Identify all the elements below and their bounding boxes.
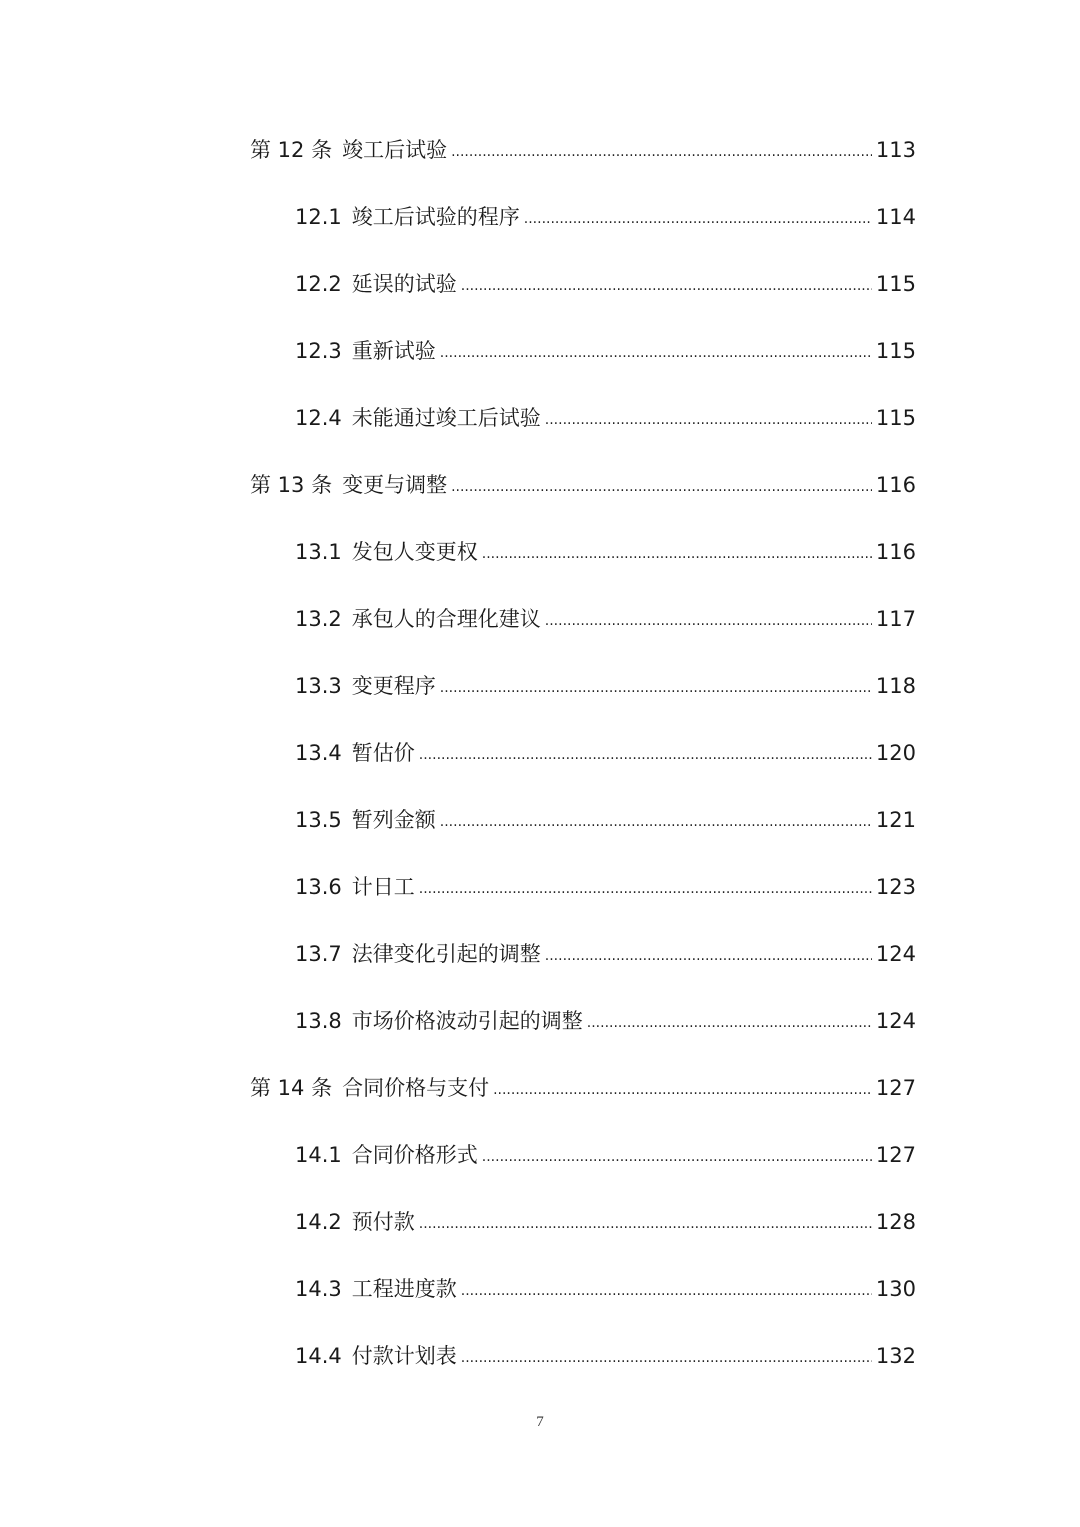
dot-leader bbox=[419, 866, 872, 912]
toc-entry-14-3[interactable] bbox=[250, 1266, 916, 1333]
dot-leader bbox=[545, 598, 872, 644]
toc-entry-page: 116 bbox=[875, 540, 916, 564]
toc-entry-title: 付款计划表 bbox=[351, 1344, 457, 1368]
dot-leader bbox=[461, 263, 872, 309]
toc-entry-13-5[interactable] bbox=[250, 797, 916, 864]
toc-entry-title: 未能通过竣工后试验 bbox=[351, 406, 541, 430]
toc-entry-page: 113 bbox=[875, 138, 916, 162]
toc-entry-13-8[interactable] bbox=[250, 998, 916, 1065]
toc-entry-number: 13.2 bbox=[295, 607, 342, 631]
dot-leader bbox=[545, 933, 872, 979]
toc-entry-number: 13.6 bbox=[295, 875, 342, 899]
toc-entry-title: 预付款 bbox=[351, 1210, 415, 1234]
dot-leader bbox=[451, 464, 872, 510]
toc-entry-page: 121 bbox=[875, 808, 916, 832]
toc-entry-chapter-14[interactable] bbox=[250, 1065, 916, 1132]
toc-entry-page: 124 bbox=[875, 942, 916, 966]
toc-entry-number: 14.4 bbox=[295, 1344, 342, 1368]
toc-entry-12-2[interactable] bbox=[250, 261, 916, 328]
toc-entry-page: 130 bbox=[875, 1277, 916, 1301]
toc-entry-title: 延误的试验 bbox=[351, 272, 457, 296]
toc-entry-number: 14.1 bbox=[295, 1143, 342, 1167]
toc-entry-number: 14.3 bbox=[295, 1277, 342, 1301]
dot-leader bbox=[461, 1268, 872, 1314]
dot-leader bbox=[587, 1000, 872, 1046]
toc-entry-13-4[interactable] bbox=[250, 730, 916, 797]
toc-entry-page: 115 bbox=[875, 406, 916, 430]
toc-entry-number: 第 13 条 bbox=[250, 473, 333, 497]
toc-entry-13-3[interactable] bbox=[250, 663, 916, 730]
toc-entry-13-7[interactable] bbox=[250, 931, 916, 998]
toc-entry-number: 12.3 bbox=[295, 339, 342, 363]
toc-entry-12-1[interactable] bbox=[250, 194, 916, 261]
toc-entry-number: 12.1 bbox=[295, 205, 342, 229]
dot-leader bbox=[482, 1134, 872, 1180]
dot-leader bbox=[493, 1067, 872, 1113]
dot-leader bbox=[524, 196, 872, 242]
toc-entry-title: 合同价格与支付 bbox=[342, 1076, 490, 1100]
toc-entry-chapter-13[interactable] bbox=[250, 462, 916, 529]
toc-entry-title: 竣工后试验的程序 bbox=[351, 205, 520, 229]
toc-entry-number: 12.2 bbox=[295, 272, 342, 296]
toc-entry-12-4[interactable] bbox=[250, 395, 916, 462]
toc-entry-number: 12.4 bbox=[295, 406, 342, 430]
page-number: 7 bbox=[536, 1414, 544, 1430]
toc-entry-14-1[interactable] bbox=[250, 1132, 916, 1199]
toc-entry-page: 127 bbox=[875, 1076, 916, 1100]
toc-entry-title: 重新试验 bbox=[351, 339, 436, 363]
toc-entry-title: 计日工 bbox=[351, 875, 415, 899]
toc-entry-page: 124 bbox=[875, 1009, 916, 1033]
toc-entry-title: 发包人变更权 bbox=[351, 540, 478, 564]
dot-leader bbox=[451, 129, 872, 175]
toc-entry-number: 第 14 条 bbox=[250, 1076, 333, 1100]
dot-leader bbox=[482, 531, 872, 577]
toc-entry-page: 120 bbox=[875, 741, 916, 765]
toc-entry-number: 第 12 条 bbox=[250, 138, 333, 162]
toc-entry-page: 132 bbox=[875, 1344, 916, 1368]
toc-entry-page: 127 bbox=[875, 1143, 916, 1167]
toc-entry-14-4[interactable] bbox=[250, 1333, 916, 1400]
toc-entry-number: 13.7 bbox=[295, 942, 342, 966]
toc-entry-page: 116 bbox=[875, 473, 916, 497]
toc-entry-title: 合同价格形式 bbox=[351, 1143, 478, 1167]
dot-leader bbox=[419, 732, 872, 778]
toc-entry-title: 工程进度款 bbox=[351, 1277, 457, 1301]
dot-leader bbox=[419, 1201, 872, 1247]
toc-entry-title: 竣工后试验 bbox=[342, 138, 448, 162]
toc-entry-page: 115 bbox=[875, 339, 916, 363]
toc-entry-title: 暂列金额 bbox=[351, 808, 436, 832]
toc-entry-14-2[interactable] bbox=[250, 1199, 916, 1266]
toc-entry-page: 128 bbox=[875, 1210, 916, 1234]
toc-entry-number: 13.1 bbox=[295, 540, 342, 564]
dot-leader bbox=[545, 397, 872, 443]
toc-entry-number: 14.2 bbox=[295, 1210, 342, 1234]
toc-entry-12-3[interactable] bbox=[250, 328, 916, 395]
toc-entry-number: 13.3 bbox=[295, 674, 342, 698]
toc-entry-page: 118 bbox=[875, 674, 916, 698]
toc-entry-page: 123 bbox=[875, 875, 916, 899]
table-of-contents bbox=[250, 127, 916, 1400]
toc-entry-title: 暂估价 bbox=[351, 741, 415, 765]
dot-leader bbox=[440, 799, 872, 845]
toc-entry-13-1[interactable] bbox=[250, 529, 916, 596]
toc-entry-title: 承包人的合理化建议 bbox=[351, 607, 541, 631]
toc-entry-page: 117 bbox=[875, 607, 916, 631]
dot-leader bbox=[461, 1335, 872, 1381]
toc-entry-13-6[interactable] bbox=[250, 864, 916, 931]
dot-leader bbox=[440, 665, 872, 711]
toc-entry-page: 115 bbox=[875, 272, 916, 296]
toc-entry-title: 变更程序 bbox=[351, 674, 436, 698]
toc-entry-number: 13.8 bbox=[295, 1009, 342, 1033]
toc-entry-page: 114 bbox=[875, 205, 916, 229]
toc-entry-title: 变更与调整 bbox=[342, 473, 448, 497]
toc-entry-number: 13.5 bbox=[295, 808, 342, 832]
toc-entry-title: 法律变化引起的调整 bbox=[351, 942, 541, 966]
dot-leader bbox=[440, 330, 872, 376]
toc-entry-number: 13.4 bbox=[295, 741, 342, 765]
toc-entry-title: 市场价格波动引起的调整 bbox=[351, 1009, 583, 1033]
toc-entry-13-2[interactable] bbox=[250, 596, 916, 663]
toc-entry-chapter-12[interactable] bbox=[250, 127, 916, 194]
